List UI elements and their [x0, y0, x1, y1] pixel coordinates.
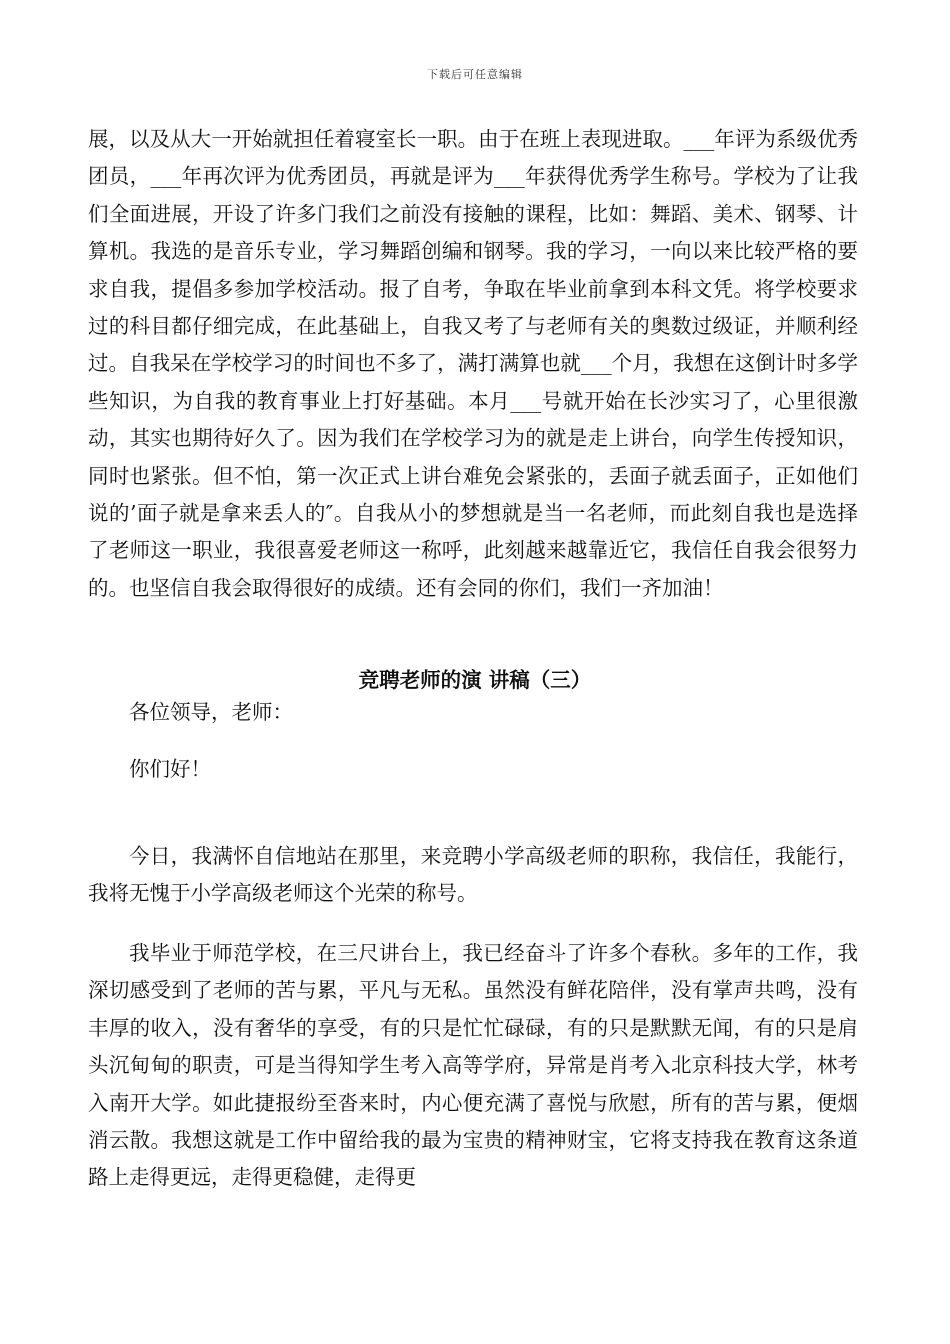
body-paragraph-continuation: 展，以及从大一开始就担任着寝室长一职。由于在班上表现进取。___年评为系级优秀团员，___年再次评为优秀团员，再就是评为___年获得优秀学生称号。学校为了让我们全面进展，开设了许多门我们之前没有接触的课程，比如：舞蹈、美术、钢琴、计算机。我选的是音乐专业，学习舞蹈创编和钢琴。我的学习，一向以来比较严格的要求自我，提倡多参加学校活动。报了自考，争取在毕业前拿到本科文凭。将学校要求过的科目都仔细完成，在此基础上，自我又考了与老师有关的奥数过级证，并顺利经过。自我呆在学校学习的时间也不多了，满打满算也就___个月，我想在这倒计时多学些知识，为自我的教育事业上打好基础。本月___号就开始在长沙实习了，心里很激动，其实也期待好久了。因为我们在学校学习为的就是走上讲台，向学生传授知识，同时也紧张。但不怕，第一次正式上讲台难免会紧张的，丢面子就丢面子，正如他们说的’面子就是拿来丢人的″。自我从小的梦想就是当一名老师，而此刻自我也是选择了老师这一职业，我很喜爱老师这一称呼，此刻越来越靠近它，我信任自我会很努力的。也坚信自我会取得很好的成绩。还有会同的你们，我们一齐加油！ [88, 127, 858, 600]
greeting: 你们好！ [129, 757, 211, 781]
salutation: 各位领导，老师： [129, 700, 293, 724]
page-header-note: 下载后可任意编辑 [427, 68, 523, 81]
body-paragraph-intro: 今日，我满怀自信地站在那里，来竞聘小学高级老师的职称，我信任，我能行，我将无愧于小学高级老师这个光荣的称号。 [88, 844, 858, 906]
section-title: 竞聘老师的演 讲稿（三） [358, 668, 592, 692]
body-paragraph-experience: 我毕业于师范学校，在三尺讲台上，我已经奋斗了许多个春秋。多年的工作，我深切感受到了老师的苦与累，平凡与无私。虽然没有鲜花陪伴，没有掌声共鸣，没有丰厚的收入，没有奢华的享受，有的只是忙忙碌碌，有的只是默默无闻，有的只是肩头沉甸甸的职责，可是当得知学生考入高等学府，异常是肖考入北京科技大学，林考入南开大学。如此捷报纷至沓来时，内心便充满了喜悦与欣慰，所有的苦与累，便烟消云散。我想这就是工作中留给我的最为宝贵的精神财宝，它将支持我在教育这条道路上走得更远，走得更稳健，走得更 [88, 941, 858, 1190]
